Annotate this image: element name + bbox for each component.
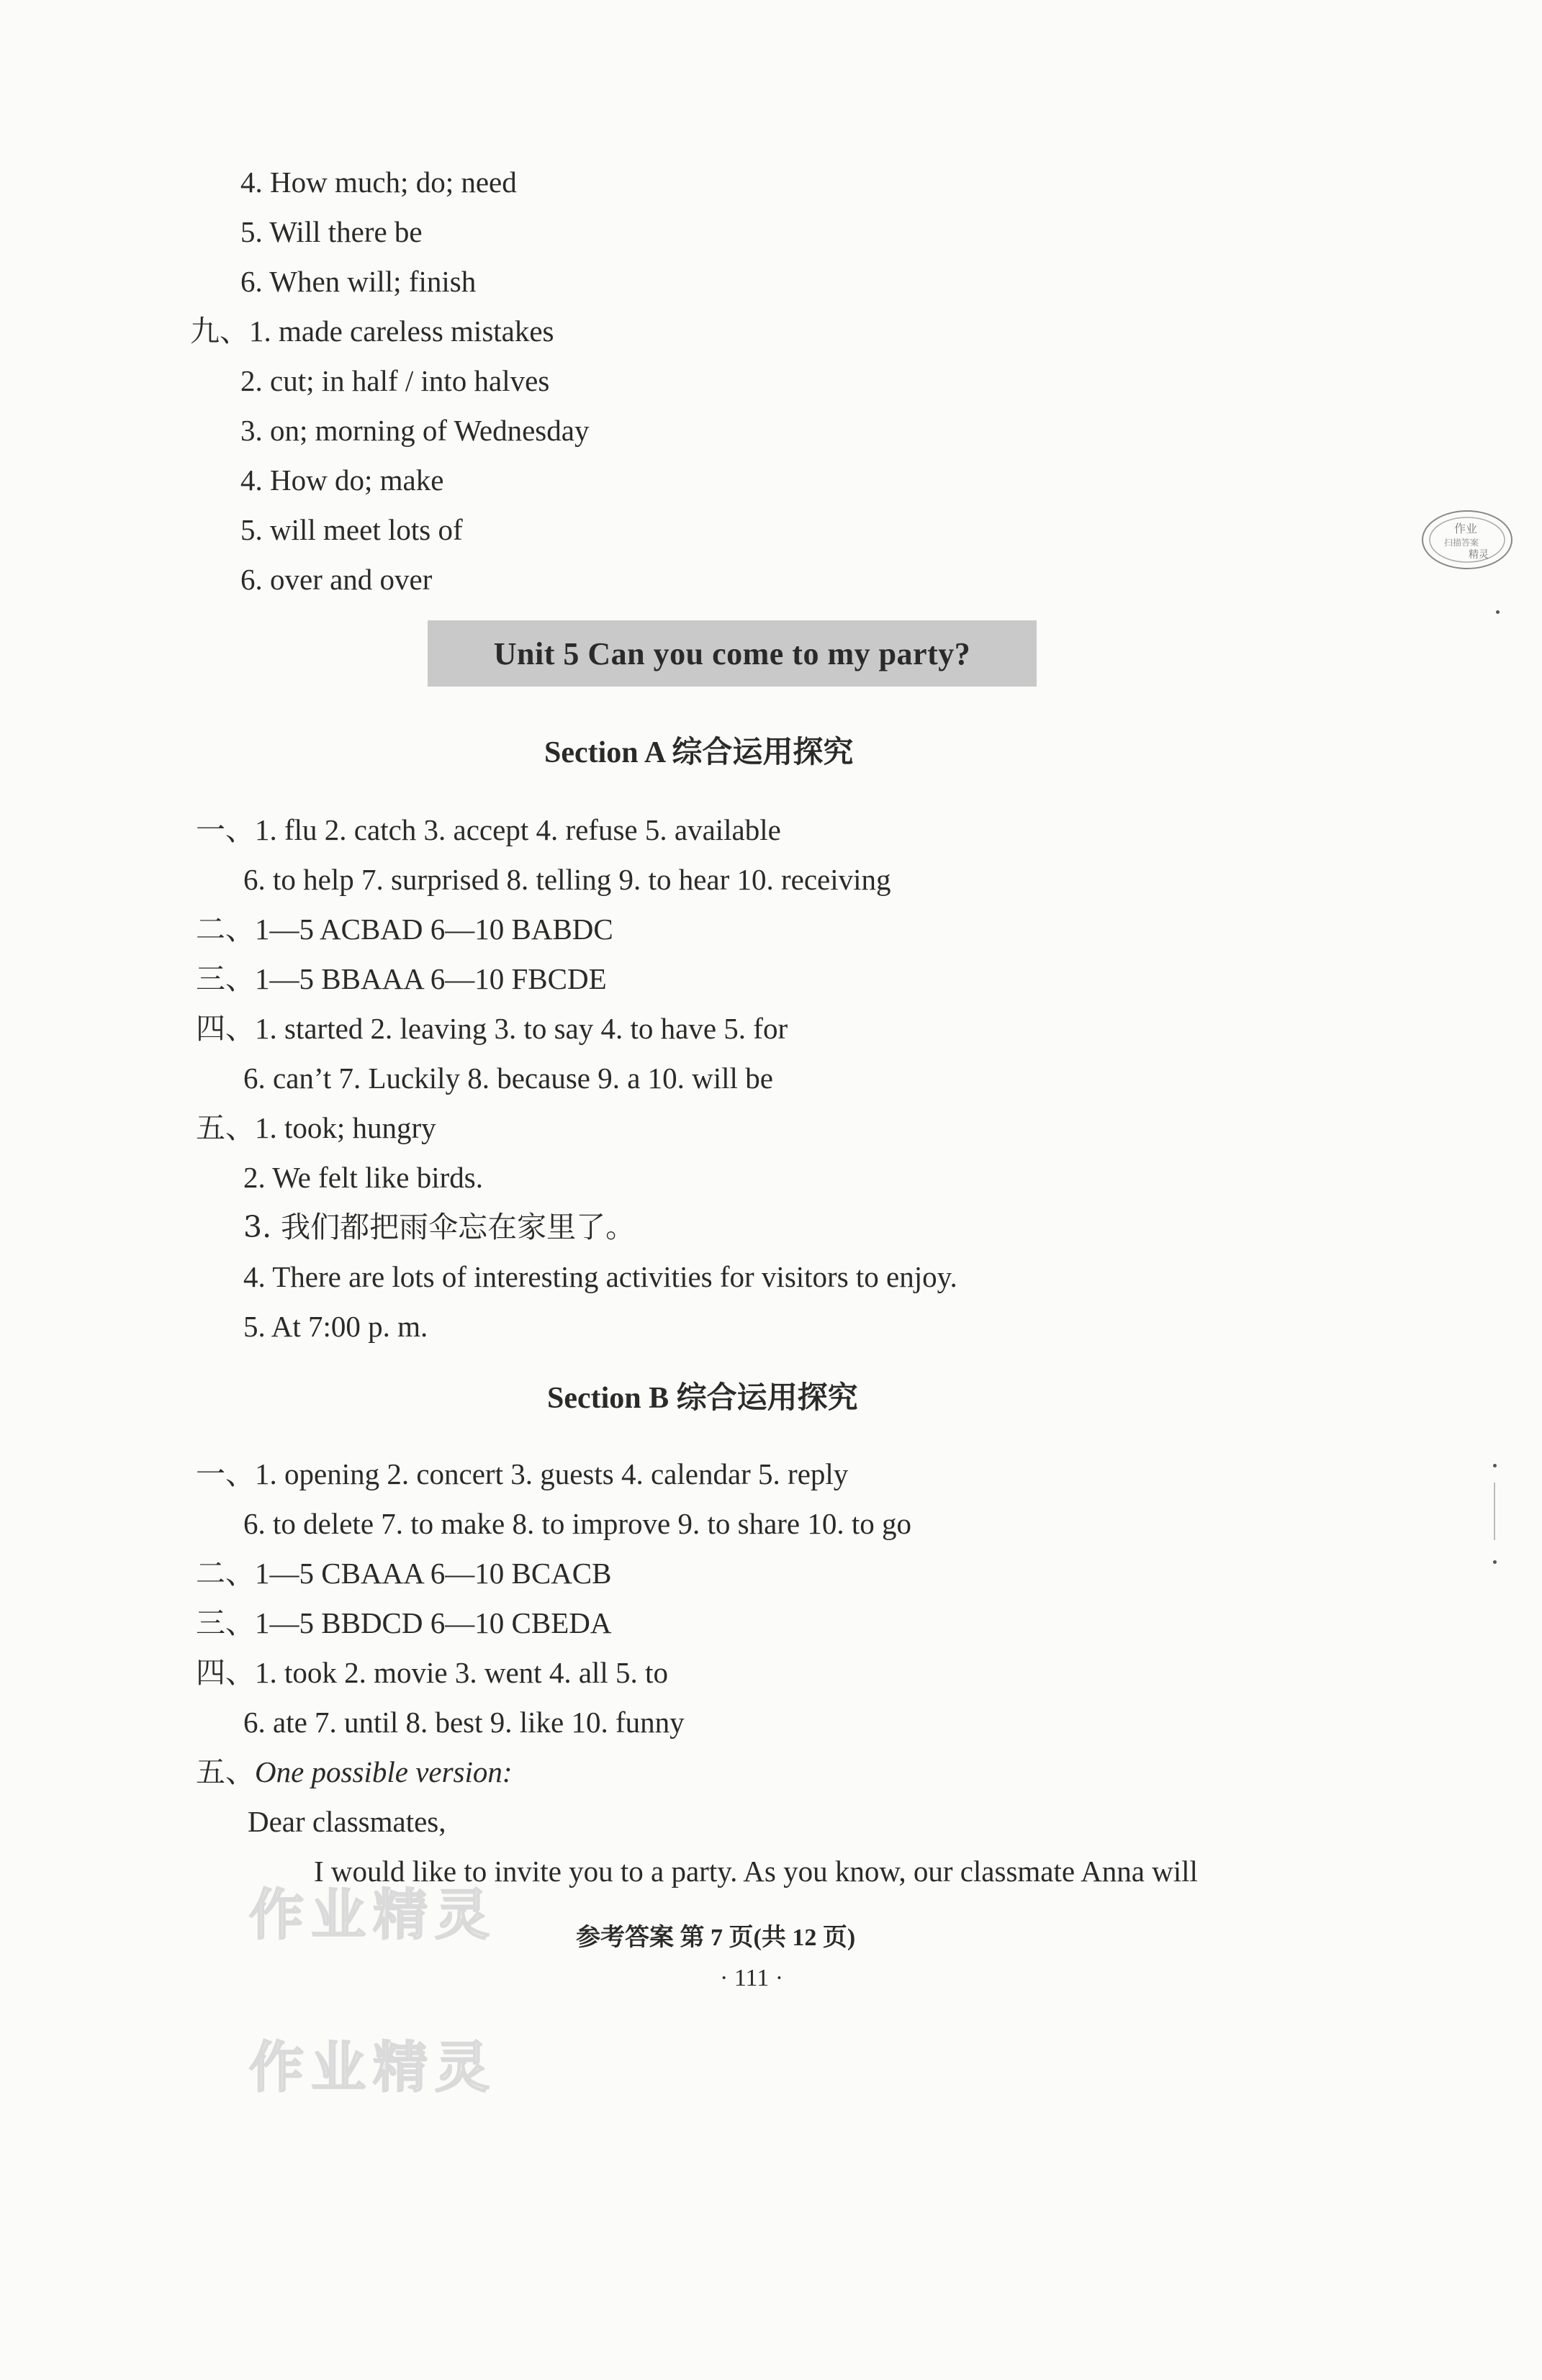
sa-q5-marker: 五、 (196, 1110, 255, 1145)
prev-answer-4: 4. How much; do; need (240, 166, 517, 199)
stamp-bottom-text: 精灵 (1469, 549, 1489, 561)
sb-q2-marker: 二、 (196, 1556, 255, 1591)
part9-answer-6: 6. over and over (240, 563, 433, 596)
sa-q2-marker: 二、 (196, 912, 255, 946)
watermark-upper: 作业精灵 (249, 1883, 497, 1947)
stamp-top-text: 作业 (1454, 522, 1478, 535)
section-a-title: Section A 综合运用探究 (544, 736, 854, 769)
sb-q3-marker: 三、 (196, 1606, 255, 1640)
margin-dot-2 (1493, 1464, 1497, 1467)
part9-answer-2: 2. cut; in half / into halves (240, 364, 550, 397)
sb-q1-line2: 6. to delete 7. to make 8. to improve 9. to share 10. to go (243, 1507, 912, 1540)
part9-marker: 九、 (190, 314, 249, 348)
sb-q2-text: 1—5 CBAAA 6—10 BCACB (255, 1557, 612, 1590)
sa-q5-line5: 5. At 7:00 p. m. (243, 1310, 428, 1343)
sb-q4-line1 (196, 1655, 668, 1691)
sb-q1-marker: 一、 (196, 1457, 255, 1491)
stamp-middle-text: 扫描答案 (1444, 538, 1479, 548)
sb-q4-marker: 四、 (196, 1655, 255, 1690)
section-b-title: Section B 综合运用探究 (547, 1382, 858, 1415)
unit-title-banner: Unit 5 Can you come to my party? (428, 620, 1037, 687)
sa-q3 (196, 961, 607, 997)
part9-answer-5: 5. will meet lots of (240, 513, 463, 546)
sb-q5-body: I would like to invite you to a party. As you know, our classmate Anna will (314, 1855, 1198, 1888)
sa-q2 (196, 911, 613, 947)
sb-q3 (196, 1605, 611, 1641)
footer-label: 参考答案 第 7 页(共 12 页) (576, 1924, 856, 1951)
page-number: · 111 · (720, 1965, 784, 1991)
sb-q4-text1: 1. took 2. movie 3. went 4. all 5. to (255, 1656, 668, 1689)
margin-dot-3 (1493, 1560, 1497, 1564)
stamp-seal-icon (1417, 504, 1518, 576)
prev-answer-5: 5. Will there be (240, 215, 423, 248)
sa-q3-marker: 三、 (196, 961, 255, 996)
stamp-logo (1417, 504, 1518, 576)
sb-q3-text: 1—5 BBDCD 6—10 CBEDA (255, 1606, 612, 1639)
part9-answer-3: 3. on; morning of Wednesday (240, 414, 590, 447)
sa-q5-line4: 4. There are lots of interesting activities for visitors to enjoy. (243, 1260, 957, 1293)
sb-q2 (196, 1555, 612, 1591)
part9-answer-1: 1. made careless mistakes (249, 315, 554, 348)
prev-answer-6: 6. When will; finish (240, 265, 477, 298)
sa-q1-line2: 6. to help 7. surprised 8. telling 9. to hear 10. receiving (243, 863, 891, 896)
sa-q1-marker: 一、 (196, 813, 255, 847)
sb-q1-text1: 1. opening 2. concert 3. guests 4. calendar 5. reply (255, 1457, 849, 1490)
sb-q5-greeting: Dear classmates, (248, 1805, 446, 1838)
margin-dot-1 (1496, 610, 1500, 614)
sa-q3-text: 1—5 BBAAA 6—10 FBCDE (255, 962, 607, 995)
sb-q4-line2: 6. ate 7. until 8. best 9. like 10. funny (243, 1706, 685, 1739)
sa-q5-text1: 1. took; hungry (255, 1111, 436, 1144)
sa-q1-line1 (196, 812, 781, 848)
sb-q1-line1 (196, 1456, 848, 1492)
sa-q4-marker: 四、 (196, 1011, 255, 1046)
sb-q5-lead-text: One possible version: (255, 1755, 513, 1788)
margin-line (1494, 1483, 1495, 1540)
sa-q5-line3: 3. 我们都把雨伞忘在家里了。 (243, 1210, 636, 1244)
sb-q5-marker: 五、 (196, 1755, 255, 1789)
part9-answer-4: 4. How do; make (240, 463, 444, 497)
sb-q5-lead (196, 1754, 513, 1790)
sa-q1-text1: 1. flu 2. catch 3. accept 4. refuse 5. available (255, 813, 781, 846)
sa-q5-line1 (196, 1110, 436, 1146)
sa-q4-line1 (196, 1010, 788, 1046)
part9-line-1 (190, 313, 554, 349)
sa-q4-text1: 1. started 2. leaving 3. to say 4. to have 5. for (255, 1012, 788, 1045)
watermark-lower: 作业精灵 (249, 2035, 497, 2099)
sa-q4-line2: 6. can’t 7. Luckily 8. because 9. a 10. will be (243, 1062, 773, 1095)
sa-q2-text: 1—5 ACBAD 6—10 BABDC (255, 913, 613, 946)
sa-q5-line2: 2. We felt like birds. (243, 1161, 483, 1194)
